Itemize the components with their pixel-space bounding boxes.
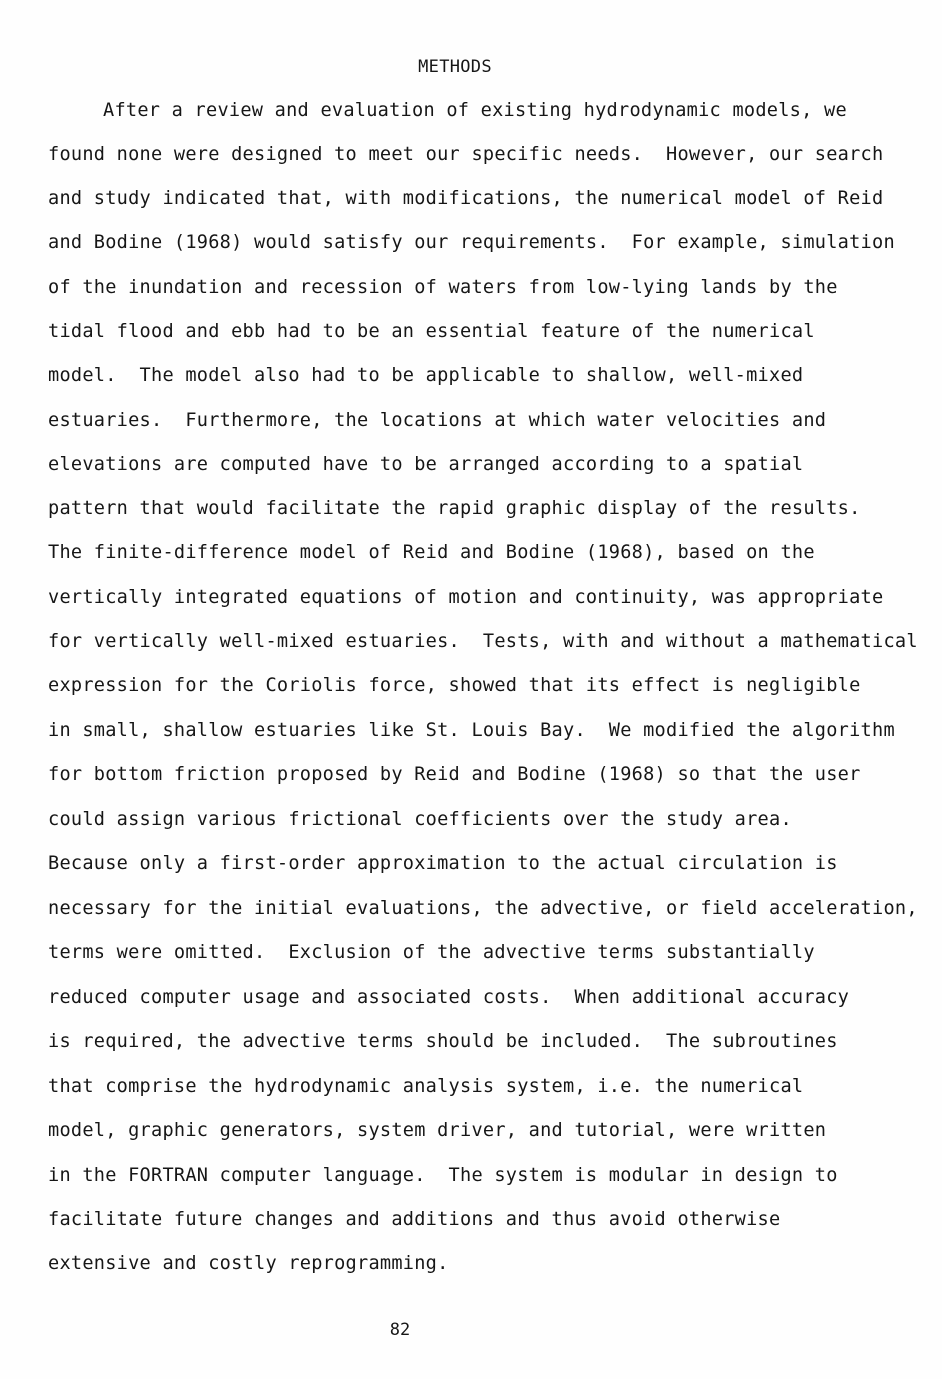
text-line: extensive and costly reprogramming. [48, 1253, 449, 1274]
text-line: Because only a first-order approximation to the actual circulation is [48, 853, 838, 874]
text-line: tidal flood and ebb had to be an essential feature of the numerical [48, 321, 815, 342]
text-line: necessary for the initial evaluations, the advective, or field acceleration, [48, 898, 918, 919]
text-line: expression for the Coriolis force, showed that its effect is negligible [48, 675, 861, 696]
text-line: could assign various frictional coefficients over the study area. [48, 809, 792, 830]
text-line: The finite-difference model of Reid and Bodine (1968), based on the [48, 542, 815, 563]
text-line: terms were omitted. Exclusion of the advective terms substantially [48, 942, 815, 963]
text-line: is required, the advective terms should be included. The subroutines [48, 1031, 838, 1052]
text-line: elevations are computed have to be arranged according to a spatial [48, 454, 804, 475]
text-line: estuaries. Furthermore, the locations at which water velocities and [48, 410, 827, 431]
text-line: model. The model also had to be applicable to shallow, well-mixed [48, 365, 804, 386]
text-line: for bottom friction proposed by Reid and Bodine (1968) so that the user [48, 764, 861, 785]
page-number: 82 [389, 1320, 411, 1340]
text-line: After a review and evaluation of existing hydrodynamic models, we [103, 100, 847, 121]
section-heading: METHODS [418, 57, 492, 77]
text-line: found none were designed to meet our specific needs. However, our search [48, 144, 884, 165]
text-line: reduced computer usage and associated costs. When additional accuracy [48, 987, 850, 1008]
text-line: and Bodine (1968) would satisfy our requirements. For example, simulation [48, 232, 895, 253]
text-line: in the FORTRAN computer language. The system is modular in design to [48, 1165, 838, 1186]
text-line: in small, shallow estuaries like St. Louis Bay. We modified the algorithm [48, 720, 895, 741]
text-line: for vertically well-mixed estuaries. Tests, with and without a mathematical [48, 631, 918, 652]
text-line: facilitate future changes and additions and thus avoid otherwise [48, 1209, 781, 1230]
text-line: model, graphic generators, system driver, and tutorial, were written [48, 1120, 827, 1141]
text-line: and study indicated that, with modifications, the numerical model of Reid [48, 188, 884, 209]
text-line: pattern that would facilitate the rapid graphic display of the results. [48, 498, 861, 519]
text-line: that comprise the hydrodynamic analysis system, i.e. the numerical [48, 1076, 804, 1097]
text-line: of the inundation and recession of waters from low-lying lands by the [48, 277, 838, 298]
text-line: vertically integrated equations of motion and continuity, was appropriate [48, 587, 884, 608]
